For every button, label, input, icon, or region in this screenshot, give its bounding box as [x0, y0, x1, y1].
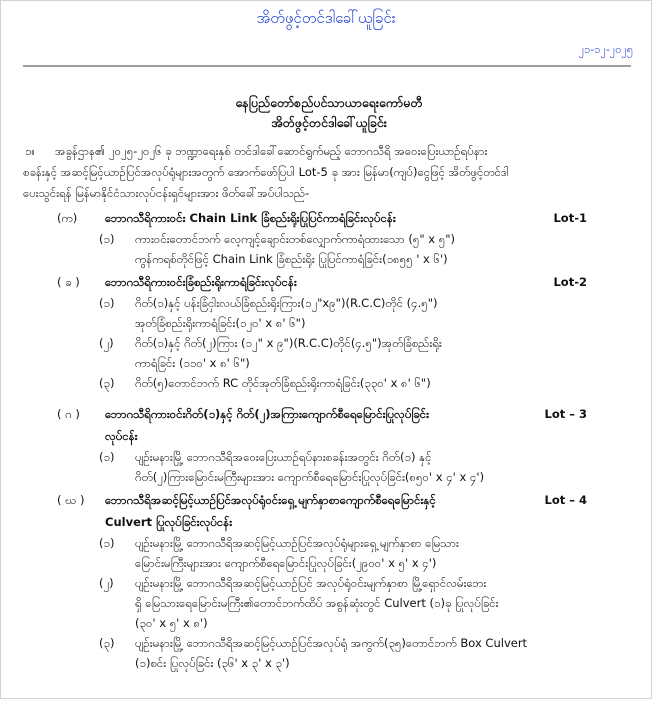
item-line: ပျဉ်းမနားမြို့ ဘောဂသီရိအဆင့်မြင့်ယာဉ်ပြင်အလုပ်ရုံများရှေ့ မျက်နှာစာ မြေသား — [135, 536, 459, 550]
intro-line — [23, 141, 635, 162]
section-spacer — [23, 393, 635, 401]
list-item — [23, 373, 635, 393]
item-line: အုတ်ခြံစည်းရိုးကာရံခြင်း(၁၂၀' x ၈' ၆") — [135, 316, 306, 330]
item-line: ရှိ မြေသားရေမြောင်းမကြီး၏တောင်ဘက်ထိပ် အစွန်ဆုံးတွင် Culvert (၁)ခု ပြုလုပ်ခြင်း — [135, 596, 499, 610]
item-number: (၂) — [99, 576, 114, 590]
section-heading — [23, 207, 635, 229]
intro-text: အခွန်ဌာန၏ ၂၀၂၅-၂၀၂၆ ခု ဘဏ္ဍာရေးနှစ် တင်ဒါခေါ်ဆောင်ရွက်မည့် ဘောဂသီရိ အဝေးပြေးယာဉ်ရပ်နား — [55, 144, 488, 158]
section-heading — [23, 271, 635, 293]
list-item — [23, 447, 635, 487]
section-mark: ( ခ ) — [57, 275, 80, 289]
item-number: (၁) — [99, 536, 115, 550]
item-number: (၃) — [99, 636, 115, 650]
list-item — [23, 533, 635, 573]
section-mark: ( ဃ ) — [57, 493, 85, 507]
item-line: ပျဉ်းမနားမြို့ ဘောဂသီရိအဆင့်မြင့်ယာဉ်ပြင်အလုပ်ရုံ အကွက်(၃၅)တောင်ဘက် Box Culvert — [135, 636, 528, 650]
section-heading — [23, 403, 635, 447]
list-item — [23, 633, 635, 673]
item-line: ကာရံခြင်း (၁၁၀' x ၈' ၆") — [135, 356, 250, 370]
item-number: (၁) — [99, 450, 115, 464]
item-line: ကွန်ကရစ်တိုင်ဖြင့် Chain Link ခြံစည်းရိုး ပြုပြင်ကာရံခြင်း(၁၈၅၅ ' x ၆') — [135, 252, 448, 266]
item-number: (၁) — [99, 296, 115, 310]
lot-label: Lot-2 — [553, 275, 587, 289]
intro-paragraph — [23, 141, 635, 204]
item-line: (၃၀' x ၅' x ၈') — [135, 616, 208, 630]
section-ka — [23, 207, 635, 269]
document-title: နေပြည်တော်စည်ပင်သာယာရေးကော်မတီ — [235, 95, 423, 110]
intro-line: စခန်းနှင့် အဆင့်မြင့်ယာဉ်ပြင်အလုပ်ရုံများအတွက် အောက်ဖော်ပြပါ Lot-5 ခု အား မြန်မာ(ကျပ်)ငွေဖြင့် အိတ်ဖွင့်တင်ဒါ — [23, 165, 509, 179]
header-divider — [23, 65, 631, 67]
item-line: ကားဝင်းတောင်ဘက် လေ့ကျင့်ချောင်းတစ်လျှောက်ကာရံထားသော (၅" x ၅") — [135, 232, 455, 246]
list-item — [23, 229, 635, 269]
section-kha — [23, 271, 635, 393]
section-title: ဘောဂသီရိအဆင့်မြင့်ယာဉ်ပြင်အလုပ်ရုံဝင်းရှေ့ မျက်နှာစာကျောက်စီရေမြောင်းနှင့် — [105, 493, 436, 507]
intro-line: ပေးသွင်းရန် မြန်မာနိုင်ငံသားလုပ်ငန်းရှင်များအား ဖိတ်ခေါ်အပ်ပါသည်- — [23, 186, 310, 200]
item-line: မြောင်းမကြီးများအား ကျောက်စီရေမြောင်းပြုလုပ်ခြင်း(၂၉၀၀' x ၅' x ၄') — [135, 556, 437, 570]
item-line: ဂိတ်(၁)နှင့် ဂိတ်(၂)ကြား (၁၂" x ၉")(R.C.C)တိုင်(၄.၅")အုတ်ခြံစည်းရိုး — [135, 336, 442, 350]
lot-label: Lot-1 — [553, 211, 587, 225]
lot-label: Lot – 4 — [544, 493, 587, 507]
section-gha — [23, 489, 635, 673]
section-heading — [23, 489, 635, 533]
item-number: (၃) — [99, 376, 115, 390]
item-number: (၂) — [99, 336, 114, 350]
section-title: ဘောဂသီရိကားဝင်းခြံစည်းရိုးကာရံခြင်းလုပ်ငန်း — [105, 275, 297, 289]
lot-label: Lot – 3 — [544, 407, 587, 421]
list-item — [23, 333, 635, 373]
item-line: ပျဉ်းမနားမြို့ ဘောဂသီရိအဝေးပြေးယာဉ်ရပ်နားစခန်းအတွင်း ဂိတ်(၁) နှင့် — [135, 450, 432, 464]
section-title-continued: လုပ်ငန်း — [105, 429, 138, 443]
document-subtitle: အိတ်ဖွင့်တင်ဒါခေါ်ယူခြင်း — [271, 115, 387, 130]
header-date: ၂၁-၁၂-၂၀၂၅ — [578, 43, 633, 56]
item-line: (၁)စင်း ပြုလုပ်ခြင်း (၃၆' x ၃' x ၃') — [135, 656, 290, 670]
section-title: ဘောဂသီရိကားဝင်း Chain Link ခြံစည်းရိုးပြုပြင်ကာရံခြင်းလုပ်ငန်း — [105, 211, 396, 225]
item-line: ဂိတ်(၁)နှင့် ပန်းခြံငှါးလယ်ခြံစည်းရိုးကြား(၁၂"x၉")(R.C.C)တိုင် (၄.၅") — [135, 296, 438, 310]
list-item — [23, 293, 635, 333]
section-title-continued: Culvert ပြုလုပ်ခြင်းလုပ်ငန်း — [105, 515, 233, 529]
section-ga — [23, 403, 635, 487]
document-body — [23, 93, 635, 673]
item-line: ပျဉ်းမနားမြို့ ဘောဂသီရိအဆင့်မြင့်ယာဉ်ပြင် အလုပ်ရုံဝင်းမျက်နှာစာ မြို့ရှောင်လမ်းဘေး — [135, 576, 487, 590]
item-line: ဂိတ်(၅)တောင်ဘက် RC တိုင်အုတ်ခြံစည်းရိုးကာရံခြင်း(၃၃၀' x ၈' ၆") — [135, 376, 431, 390]
header-title: အိတ်ဖွင့်တင်ဒါခေါ်ယူခြင်း — [256, 9, 396, 27]
intro-number: ၁။ — [25, 144, 35, 158]
item-number: (၁) — [99, 232, 115, 246]
section-mark: ( ဂ ) — [57, 407, 80, 421]
list-item — [23, 573, 635, 633]
section-mark: (က) — [57, 211, 78, 225]
item-line: ဂိတ်(၂)ကြားမြောင်းမကြီးများအား ကျောက်စီရေမြောင်းပြုလုပ်ခြင်း(၈၅၀' x ၄' x ၄') — [135, 470, 485, 484]
section-title: ဘောဂသီရိကားဝင်းဂိတ်(၁)နှင့် ဂိတ်(၂)အကြားကျောက်စီရေမြောင်းပြုလုပ်ခြင်း — [105, 407, 430, 421]
